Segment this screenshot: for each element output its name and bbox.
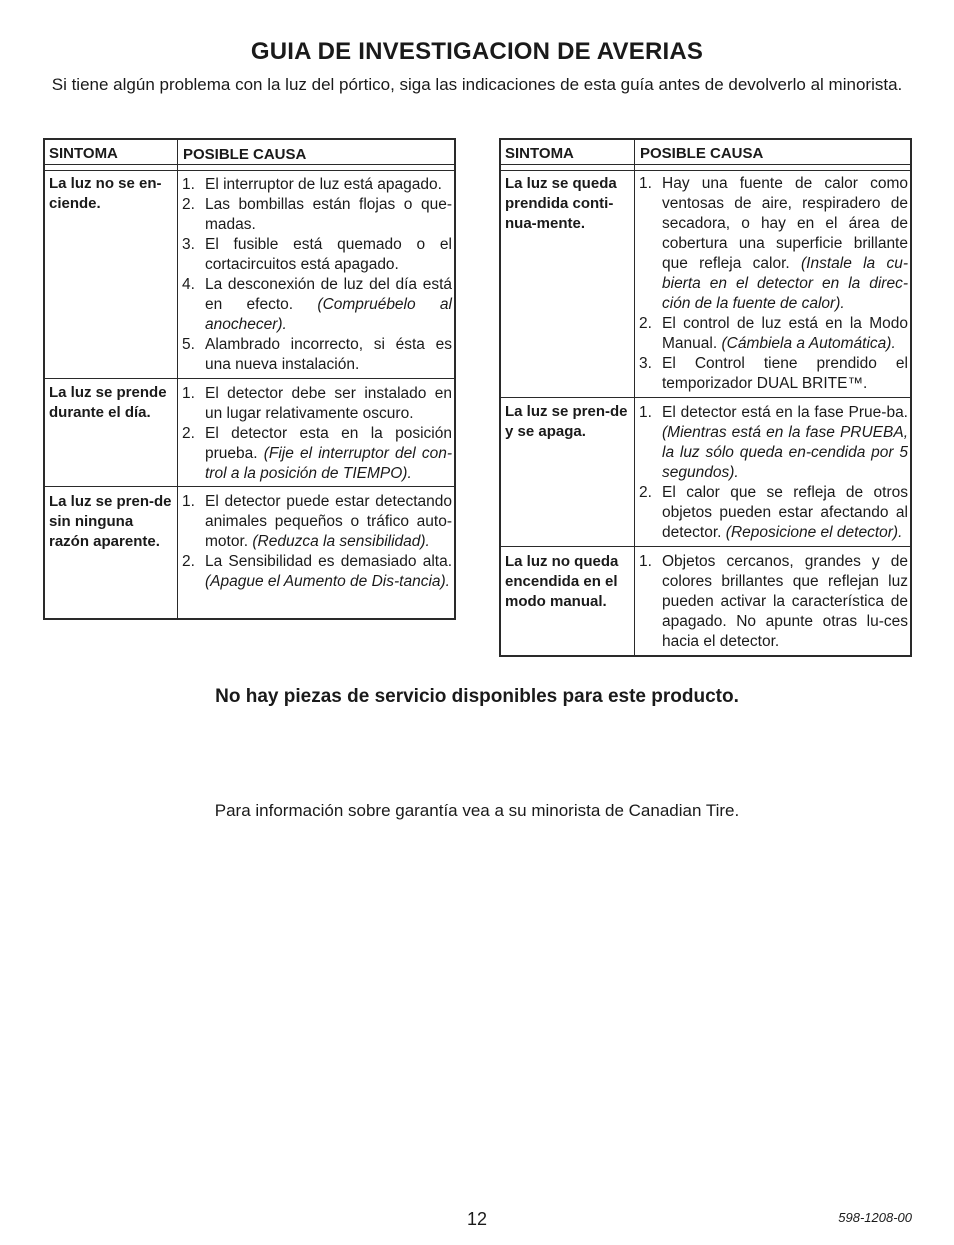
cause-item: 1. Objetos cercanos, grandes y de colores brillantes que reflejan luz pueden activar la característica de apagado. No apunte otras lu-ces hacia el detector.: [639, 553, 908, 650]
cause-list: [182, 175, 452, 375]
symptom-cell: La luz no queda encendida en el modo manual.: [505, 553, 619, 610]
header-divider: [45, 164, 454, 165]
cause-list: [639, 403, 908, 543]
cause-header: POSIBLE CAUSA: [183, 146, 307, 163]
cause-item: 1. El interruptor de luz está apagado.: [182, 176, 442, 193]
page-title: GUIA DE INVESTIGACION DE AVERIAS: [250, 38, 704, 65]
symptom-cell: La luz se pren-de y se apaga.: [505, 403, 628, 440]
cause-item: 3. El Control tiene prendido el temporizador DUAL BRITE™.: [639, 355, 908, 392]
document-number: 598-1208-00: [838, 1210, 912, 1225]
symptom-cell: La luz se queda prendida conti-nua-mente.: [505, 175, 617, 232]
symptom-cell: La luz se prende durante el día.: [49, 384, 167, 421]
column-divider: [177, 140, 178, 618]
cause-list: [639, 552, 908, 652]
cause-list: [639, 174, 908, 394]
cause-list: [182, 492, 452, 592]
intro-text: Si tiene algún problema con la luz del pórtico, siga las indicaciones de esta guía antes de devolverlo al minorista.: [51, 75, 903, 94]
troubleshooting-table-right: [499, 138, 912, 657]
header-divider: [501, 170, 910, 171]
cause-item: 2. El detector esta en la posición prueba. (Fije el interruptor del con-trol a la posición de TIEMPO).: [182, 425, 452, 482]
row-divider: [501, 546, 910, 547]
row-divider: [45, 486, 454, 487]
cause-list: [182, 384, 452, 484]
cause-item: 5. Alambrado incorrecto, si ésta es una nueva instalación.: [182, 336, 452, 373]
symptom-header: SINTOMA: [49, 145, 118, 162]
cause-item: 1. Hay una fuente de calor como ventosas de aire, respiradero de secadora, o hay en el área de cobertura una superficie brillante que refleja calor. (Instale la cu-bierta en el detector en la direc-ción de la fuente de calor).: [639, 175, 908, 312]
cause-item: 1. El detector puede estar detectando animales pequeños o tráfico auto-motor. (Reduzca la sensibilidad).: [182, 493, 452, 550]
cause-item: 1. El detector debe ser instalado en un lugar relativamente oscuro.: [182, 385, 452, 422]
page-number: 12: [466, 1209, 488, 1229]
symptom-cell: La luz se pren-de sin ninguna razón aparente.: [49, 493, 172, 550]
cause-item: 4. La desconexión de luz del día está en efecto. (Compruébelo al anochecer).: [182, 276, 452, 333]
cause-header: POSIBLE CAUSA: [640, 145, 764, 162]
header-divider: [501, 164, 910, 165]
cause-item: 1. El detector está en la fase Prue-ba. (Mientras está en la fase PRUEBA, la luz sólo queda en-cendida por 5 segundos).: [639, 404, 908, 481]
no-parts-notice: No hay piezas de servicio disponibles para este producto.: [215, 686, 739, 707]
symptom-cell: La luz no se en-ciende.: [49, 175, 162, 212]
troubleshooting-table-left: [43, 138, 456, 620]
cause-item: 2. Las bombillas están flojas o que-madas.: [182, 196, 452, 233]
cause-item: 2. La Sensibilidad es demasiado alta. (Apague el Aumento de Dis-tancia).: [182, 553, 452, 590]
cause-item: 3. El fusible está quemado o el cortacircuitos está apagado.: [182, 236, 452, 273]
row-divider: [45, 378, 454, 379]
header-divider: [45, 170, 454, 171]
cause-item: 2. El control de luz está en la Modo Manual. (Cámbiela a Automática).: [639, 315, 908, 352]
warranty-text: Para información sobre garantía vea a su minorista de Canadian Tire.: [214, 801, 740, 820]
symptom-header: SINTOMA: [505, 145, 574, 162]
cause-item: 2. El calor que se refleja de otros objetos pueden estar afectando al detector. (Reposicione el detector).: [639, 484, 908, 541]
row-divider: [501, 397, 910, 398]
